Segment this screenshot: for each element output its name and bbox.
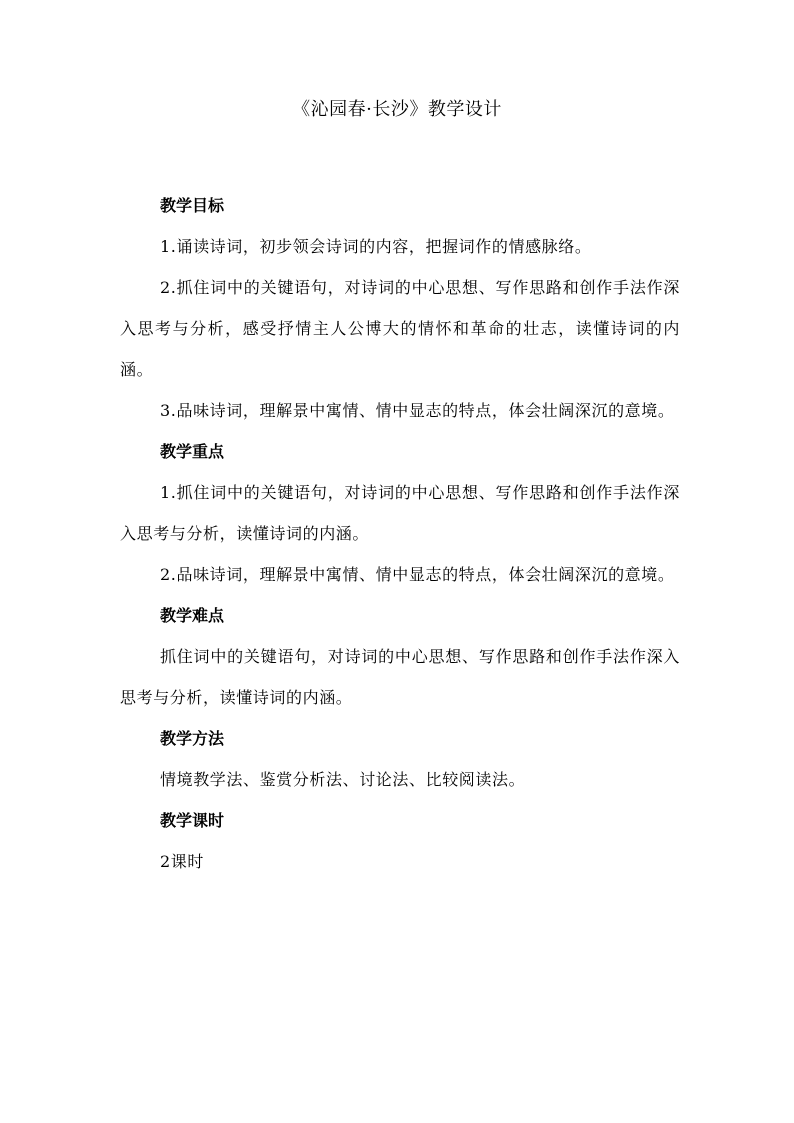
section-heading: 教学课时 <box>160 811 225 830</box>
section-heading: 教学重点 <box>160 442 225 461</box>
section-heading: 教学方法 <box>160 729 225 748</box>
paragraph: 3.品味诗词，理解景中寓情、情中显志的特点，体会壮阔深沉的意境。 <box>160 401 675 420</box>
section-teaching-objectives <box>120 185 680 431</box>
section-class-hours <box>120 800 680 882</box>
document-title: 《沁园春·长沙》教学设计 <box>292 99 502 120</box>
section-teaching-focus <box>120 431 680 595</box>
section-heading: 教学难点 <box>160 606 225 625</box>
paragraph: 1.诵读诗词，初步领会诗词的内容，把握词作的情感脉络。 <box>160 237 592 256</box>
paragraph: 2课时 <box>160 852 204 871</box>
document-body <box>120 185 680 882</box>
paragraph: 1.抓住词中的关键语句，对诗词的中心思想、写作思路和创作手法作深入思考与分析，读懂诗词的内涵。 <box>120 483 680 543</box>
paragraph: 情境教学法、鉴赏分析法、讨论法、比较阅读法。 <box>160 770 526 789</box>
paragraph: 2.抓住词中的关键语句，对诗词的中心思想、写作思路和创作手法作深入思考与分析，感受抒情主人公博大的情怀和革命的壮志，读懂诗词的内涵。 <box>120 278 680 379</box>
section-teaching-difficulty <box>120 595 680 718</box>
section-teaching-methods <box>120 718 680 800</box>
section-heading: 教学目标 <box>160 196 225 215</box>
paragraph: 抓住词中的关键语句，对诗词的中心思想、写作思路和创作手法作深入思考与分析，读懂诗词的内涵。 <box>120 647 680 707</box>
paragraph: 2.品味诗词，理解景中寓情、情中显志的特点，体会壮阔深沉的意境。 <box>160 565 675 584</box>
